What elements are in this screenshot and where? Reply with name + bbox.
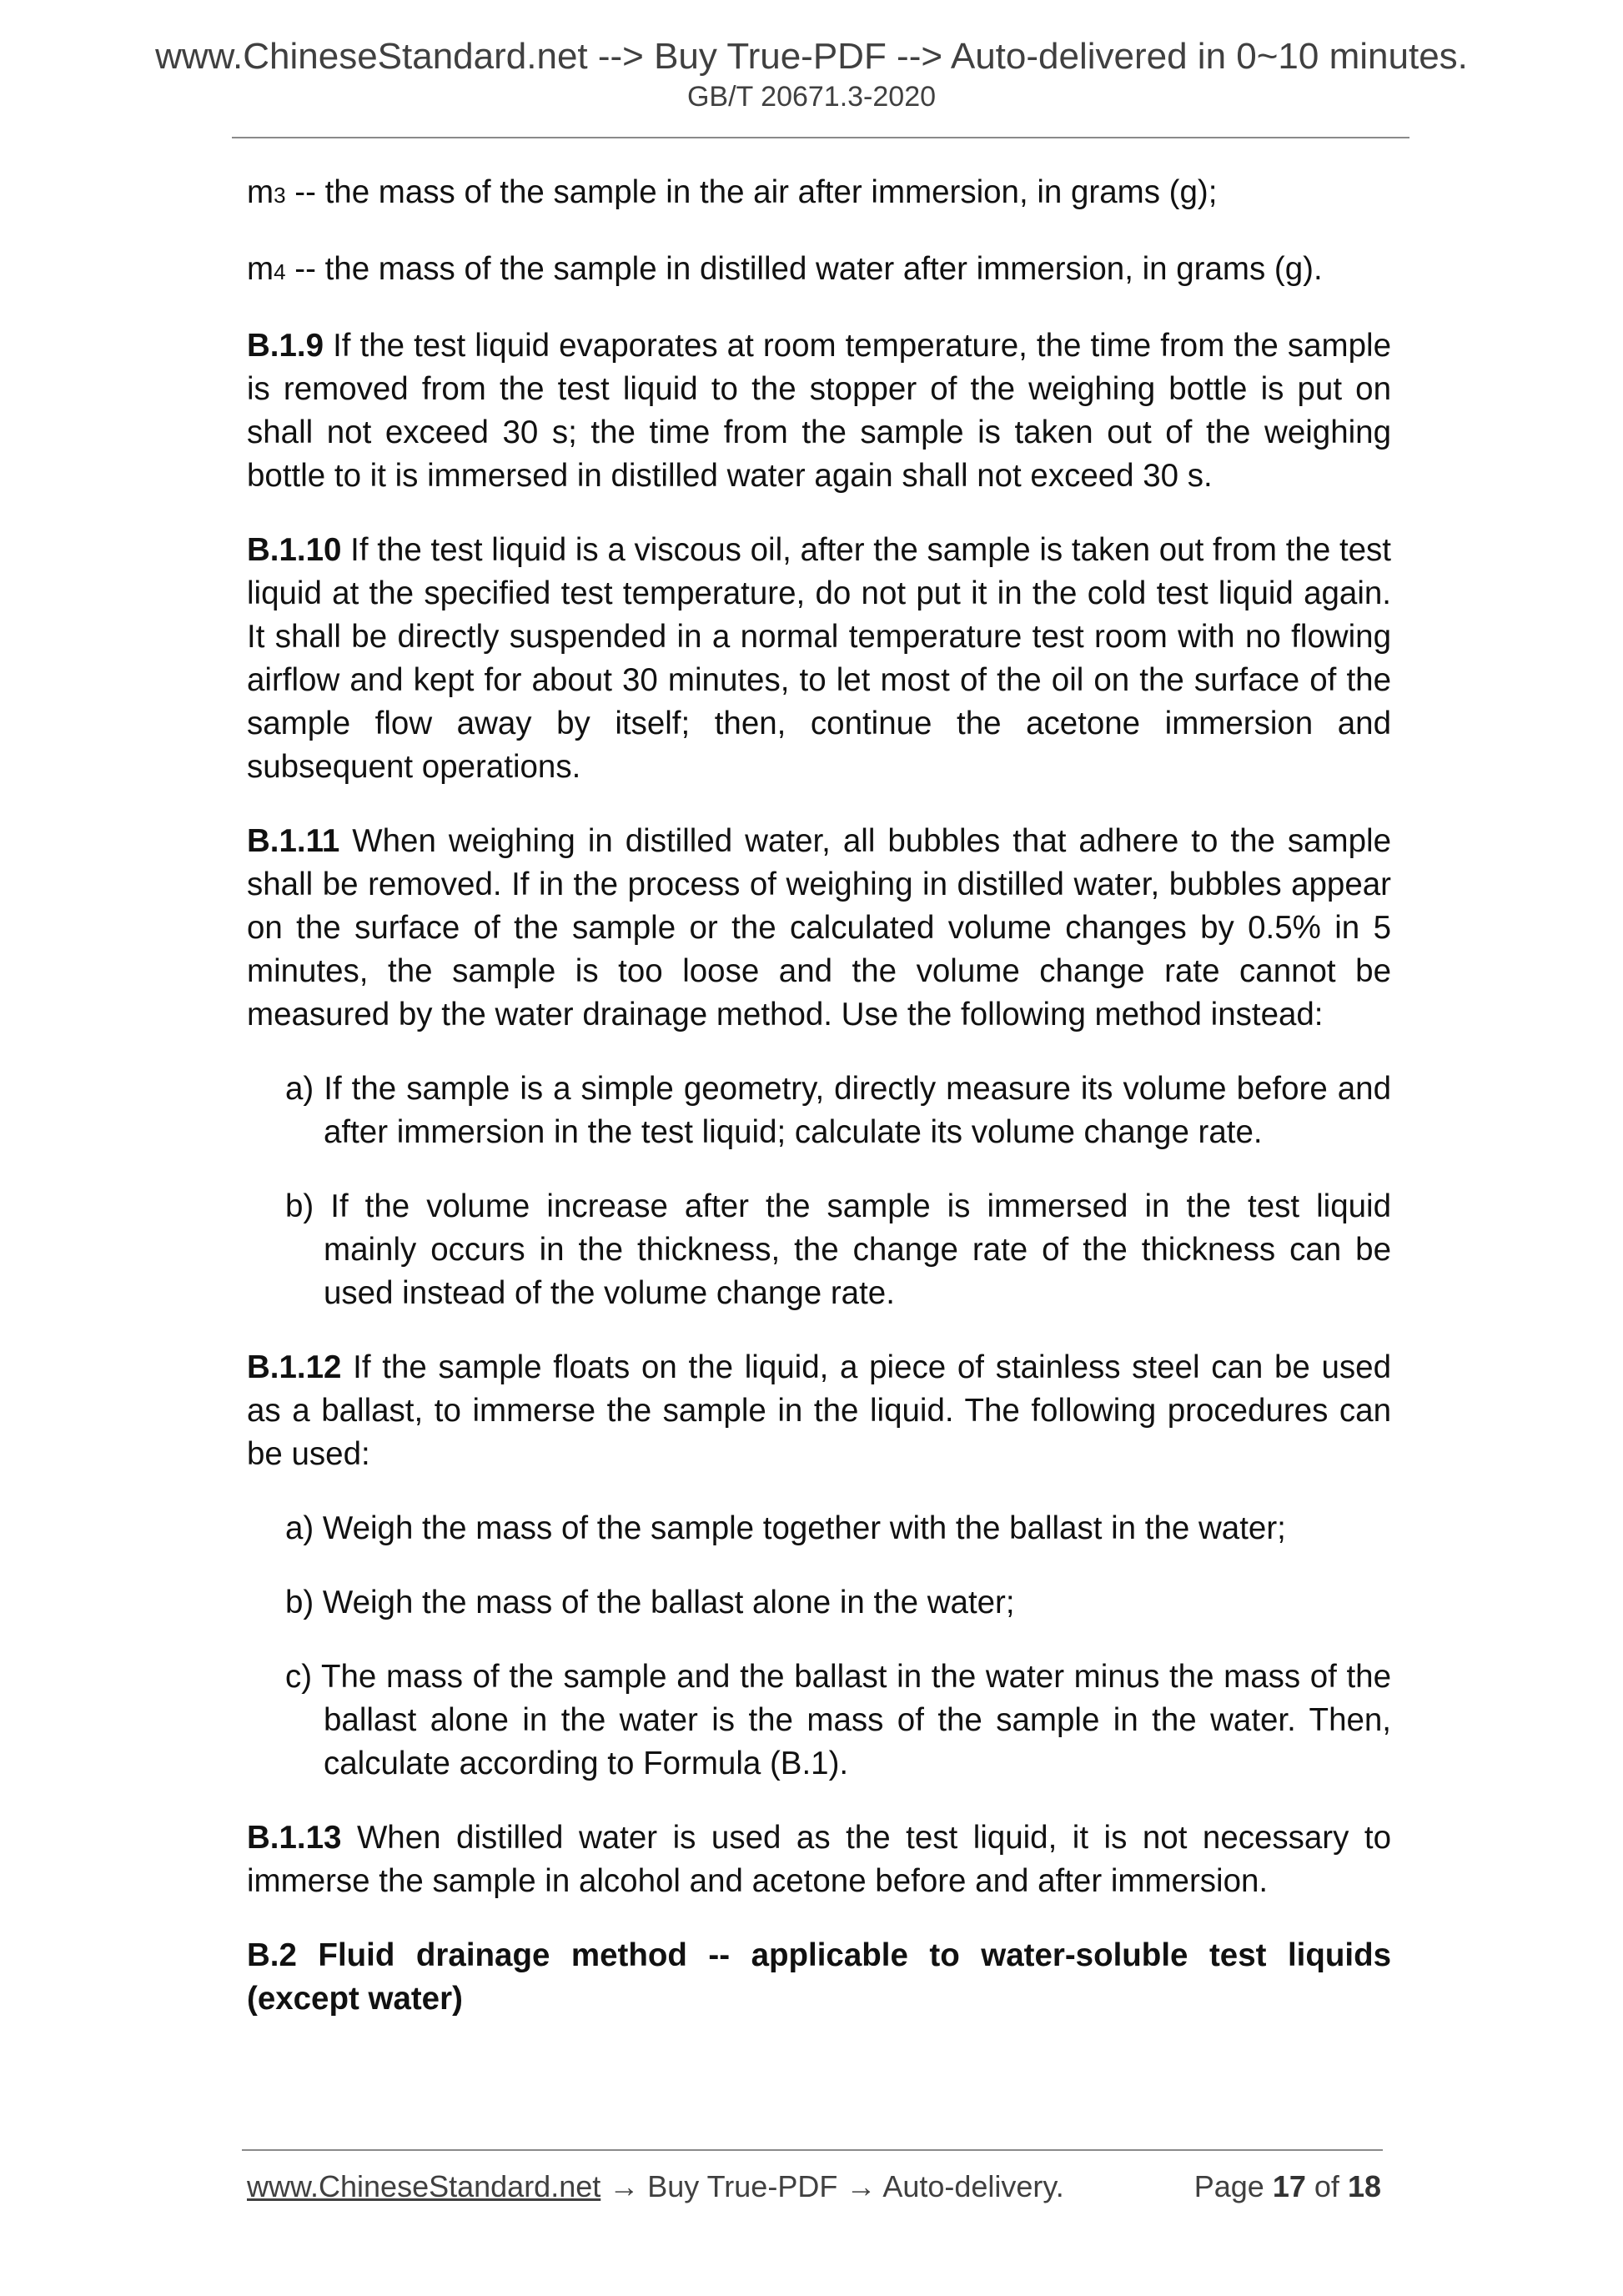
- header-banner: www.ChineseStandard.net --> Buy True-PDF --> Auto-delivered in 0~10 minutes.: [155, 36, 1468, 77]
- list-item: a) Weigh the mass of the sample together with the ballast in the water;: [285, 1510, 1286, 1546]
- clause-b-1-9: B.1.9 If the test liquid evaporates at room temperature, the time from the sample is removed from the test liquid to the stopper of the weighing bottle is put on shall not exceed 30 s; the time from the sample is taken out of the weighing bottle to it is immersed in distilled water again shall not exceed 30 s.: [247, 328, 1391, 494]
- clause-number: B.1.13: [247, 1820, 342, 1856]
- footer-divider: [242, 2149, 1383, 2151]
- clause-number: B.1.12: [247, 1349, 342, 1385]
- list-item: a) If the sample is a simple geometry, directly measure its volume before and after immersion in the test liquid; calculate its volume change rate.: [285, 1071, 1391, 1150]
- page-content: [247, 171, 1391, 2052]
- definition-m4: m4 -- the mass of the sample in distilled water after immersion, in grams (g).: [247, 251, 1323, 287]
- clause-b-1-12: B.1.12 If the sample floats on the liquid, a piece of stainless steel can be used as a ballast, to immerse the sample in the liquid. The following procedures can be used:: [247, 1349, 1391, 1472]
- footer-link[interactable]: www.ChineseStandard.net: [247, 2169, 601, 2203]
- footer-tagline: → Buy True-PDF → Auto-delivery.: [600, 2169, 1064, 2203]
- list-item: b) Weigh the mass of the ballast alone in the water;: [285, 1585, 1015, 1620]
- clause-number: B.1.9: [247, 328, 324, 364]
- page-number: Page 17 of 18: [1193, 2169, 1381, 2203]
- footer-left: [247, 2168, 1064, 2205]
- header-divider: [232, 137, 1409, 138]
- list-item: c) The mass of the sample and the ballast in the water minus the mass of the ballast alone in the water is the mass of the sample in the water. Then, calculate according to Formula (B.1).: [285, 1659, 1391, 1781]
- list-item: b) If the volume increase after the sample is immersed in the test liquid mainly occurs in the thickness, the change rate of the thickness can be used instead of the volume change rate.: [285, 1188, 1391, 1311]
- section-heading-b-2: B.2 Fluid drainage method -- applicable to water-soluble test liquids (except water): [247, 1937, 1391, 2017]
- document-code: GB/T 20671.3-2020: [686, 81, 937, 113]
- clause-number: B.1.11: [247, 823, 340, 859]
- clause-b-1-11: B.1.11 When weighing in distilled water, all bubbles that adhere to the sample shall be removed. If in the process of weighing in distilled water, bubbles appear on the surface of the sample or the calculated volume changes by 0.5% in 5 minutes, the sample is too loose and the volume change rate cannot be measured by the water drainage method. Use the following method instead:: [247, 823, 1391, 1032]
- clause-b-1-13: B.1.13 When distilled water is used as the test liquid, it is not necessary to immerse the sample in alcohol and acetone before and after immersion.: [247, 1820, 1391, 1899]
- clause-number: B.1.10: [247, 532, 342, 568]
- definition-m3: m3 -- the mass of the sample in the air after immersion, in grams (g);: [247, 174, 1218, 210]
- clause-b-1-10: B.1.10 If the test liquid is a viscous oil, after the sample is taken out from the test liquid at the specified test temperature, do not put it in the cold test liquid again. It shall be directly suspended in a normal temperature test room with no flowing airflow and kept for about 30 minutes, to let most of the oil on the surface of the sample flow away by itself; then, continue the acetone immersion and subsequent operations.: [247, 532, 1391, 785]
